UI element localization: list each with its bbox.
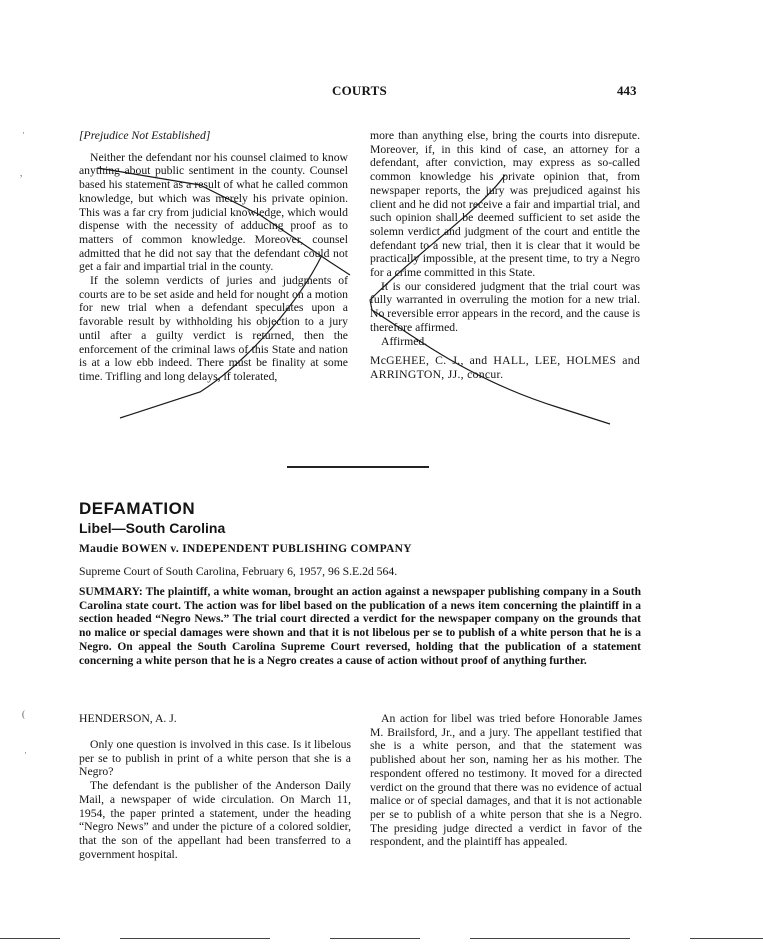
paragraph: If the solemn verdicts of juries and judgments of courts are to be set aside and held for nought on a motion for new trial when a defendant speculates upon a favorable result by withholding his objection to a jury until after a guilty verdict is returned, then the enforcement of the criminal laws of this State and nation is at a low ebb indeed. There must be finality at some time. Trifling and long delays, if tolerated, [79, 274, 348, 383]
margin-mark: · [24, 748, 27, 758]
summary-text: The plaintiff, a white woman, brought an action against a newspaper publishing company in a South Carolina state court. The action was for libel based on the publication of a news item concerning the plaintiff in a section headed “Negro News.” The trial court directed a verdict for the newspaper company on the grounds that no malice or special damages were shown and that it is not libelous per se to publish of a white person that he is a Negro. On appeal the South Carolina Supreme Court reversed, holding that the publication of a statement concerning a white person that he is a Negro creates a cause of action without proof of anything further. [79, 586, 641, 667]
case-title: Maudie BOWEN v. INDEPENDENT PUBLISHING COMPANY [79, 543, 412, 555]
opinion-left-column [79, 738, 351, 861]
strike-line-right [370, 175, 610, 424]
footer-rule [330, 938, 420, 939]
section-subheading: Libel—South Carolina [79, 520, 226, 536]
running-head-title: COURTS [332, 83, 387, 98]
subsection-heading: [Prejudice Not Established] [79, 129, 211, 142]
margin-mark: , [20, 168, 23, 178]
margin-mark: · [22, 128, 25, 138]
summary-label: SUMMARY: [79, 586, 143, 598]
paragraph: It is our considered judgment that the trial court was fully warranted in overruling the motion for a new trial. No reversible error appears in the record, and the cause is therefore affirmed. [370, 279, 640, 334]
strike-line-left [98, 168, 350, 275]
paragraph: An action for libel was tried before Honorable James M. Brailsford, Jr., and a jury. The appellant testified that she is a white person, and that the statement was published about her son, naming her as his mother. The respondent offered no testimony. It moved for a directed verdict on the ground that there was no evidence of actual malice or of special damages, and that it is not actionable per se to publish of a white person that she is a Negro. The presiding judge directed a verdict in favor of the respondent, and the plaintiff has appealed. [370, 712, 642, 849]
affirmed-line: Affirmed. [381, 334, 428, 348]
page-number: 443 [617, 83, 637, 98]
section-heading: DEFAMATION [79, 499, 196, 518]
paragraph: The defendant is the publisher of the Anderson Daily Mail, a newspaper of wide circulation. On March 11, 1954, the paper printed a statement, under the heading “Negro News” and under the picture of a colored soldier, that the son of the appellant had been transferred to a government hospital. [79, 779, 351, 861]
paragraph: more than anything else, bring the courts into disrepute. Moreover, if, in this kind of case, an attorney for a defendant, after conviction, may express as so-called common knowledge his private opinion that, from newspaper reports, the jury was prejudiced against his client and he did not receive a fair and impartial trial, and such opinion shall be deemed sufficient to set aside the solemn verdict and judgment of the court and entitle the defendant to a new trial, then it is clear that it would be practically impossible, at the present time, to try a Negro for a crime committed in this State. [370, 129, 640, 280]
concurrence-line: McGEHEE, C. J., and HALL, LEE, HOLMES and ARRINGTON, JJ., concur. [370, 354, 640, 381]
footer-rule [120, 938, 270, 939]
margin-mark: ( [22, 709, 25, 719]
footer-rule [0, 938, 60, 939]
footer-rule [690, 938, 763, 939]
footer-rule [470, 938, 630, 939]
opinion-author: HENDERSON, A. J. [79, 712, 177, 725]
section-divider [287, 466, 429, 468]
case-citation: Supreme Court of South Carolina, February 6, 1957, 96 S.E.2d 564. [79, 565, 398, 578]
opinion-right-column [370, 712, 642, 849]
paragraph: Neither the defendant nor his counsel claimed to know anything about public sentiment in the county. Counsel based his statement as a result of what he called common knowledge, but which was merely his private opinion. This was a far cry from judicial knowledge, which would dispense with the necessity of adducing proof as to matters of common knowledge. Moreover, counsel admitted that he did not say that the defendant could not get a fair and impartial trial in the county. [79, 150, 348, 274]
paragraph: Only one question is involved in this case. Is it libelous per se to publish in print of a white person that she is a Negro? [79, 738, 351, 779]
strike-line-cross [120, 255, 322, 418]
case-summary [79, 586, 641, 668]
